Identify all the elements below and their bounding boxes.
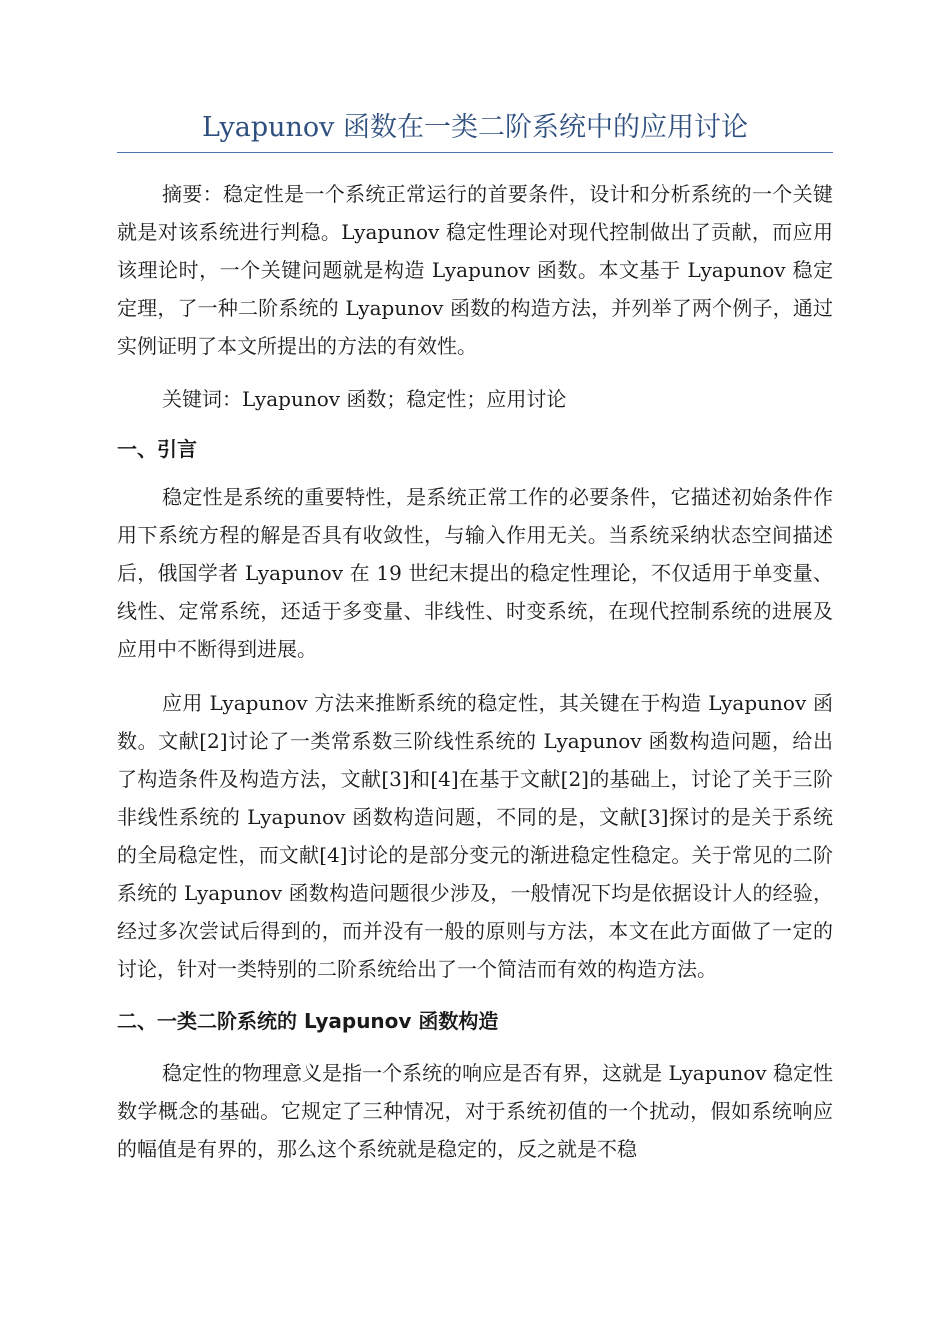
section2-paragraph-1: 稳定性的物理意义是指一个系统的响应是否有界，这就是 Lyapunov 稳定性数学概念的基础。它规定了三种情况，对于系统初值的一个扰动，假如系统响应的幅值是有界的，那么这个系统就是稳定的，反之就是不稳 bbox=[117, 1061, 833, 1161]
section-heading-lyapunov-construction: 二、一类二阶系统的 Lyapunov 函数构造 bbox=[117, 1009, 499, 1033]
intro-paragraph-1: 稳定性是系统的重要特性，是系统正常工作的必要条件，它描述初始条件作用下系统方程的解是否具有收敛性，与输入作用无关。当系统采纳状态空间描述后，俄国学者 Lyapunov 在 19 世纪末提出的稳定性理论，不仅适用于单变量、线性、定常系统，还适于多变量、非线性、时变系统，在现代控制系统的进展及应用中不断得到进展。 bbox=[117, 485, 833, 661]
abstract-paragraph: 摘要：稳定性是一个系统正常运行的首要条件，设计和分析系统的一个关键就是对该系统进行判稳。Lyapunov 稳定性理论对现代控制做出了贡献，而应用该理论时，一个关键问题就是构造 Lyapunov 函数。本文基于 Lyapunov 稳定定理，了一种二阶系统的 Lyapunov 函数的构造方法，并列举了两个例子，通过实例证明了本文所提出的方法的有效性。 bbox=[117, 182, 833, 358]
intro-paragraph-2: 应用 Lyapunov 方法来推断系统的稳定性，其关键在于构造 Lyapunov 函数。文献[2]讨论了一类常系数三阶线性系统的 Lyapunov 函数构造问题，给出了构造条件及构造方法，文献[3]和[4]在基于文献[2]的基础上，讨论了关于三阶非线性系统的 Lyapunov 函数构造问题，不同的是，文献[3]探讨的是关于系统的全局稳定性，而文献[4]讨论的是部分变元的渐进稳定性稳定。关于常见的二阶系统的 Lyapunov 函数构造问题很少涉及，一般情况下均是依据设计人的经验，经过多次尝试后得到的，而并没有一般的原则与方法，本文在此方面做了一定的讨论，针对一类特别的二阶系统给出了一个简洁而有效的构造方法。 bbox=[117, 691, 833, 981]
document-title: Lyapunov 函数在一类二阶系统中的应用讨论 bbox=[117, 108, 833, 153]
keywords-line: 关键词：Lyapunov 函数；稳定性；应用讨论 bbox=[162, 387, 567, 411]
document-page bbox=[117, 108, 833, 1168]
section-heading-introduction: 一、引言 bbox=[117, 437, 197, 461]
